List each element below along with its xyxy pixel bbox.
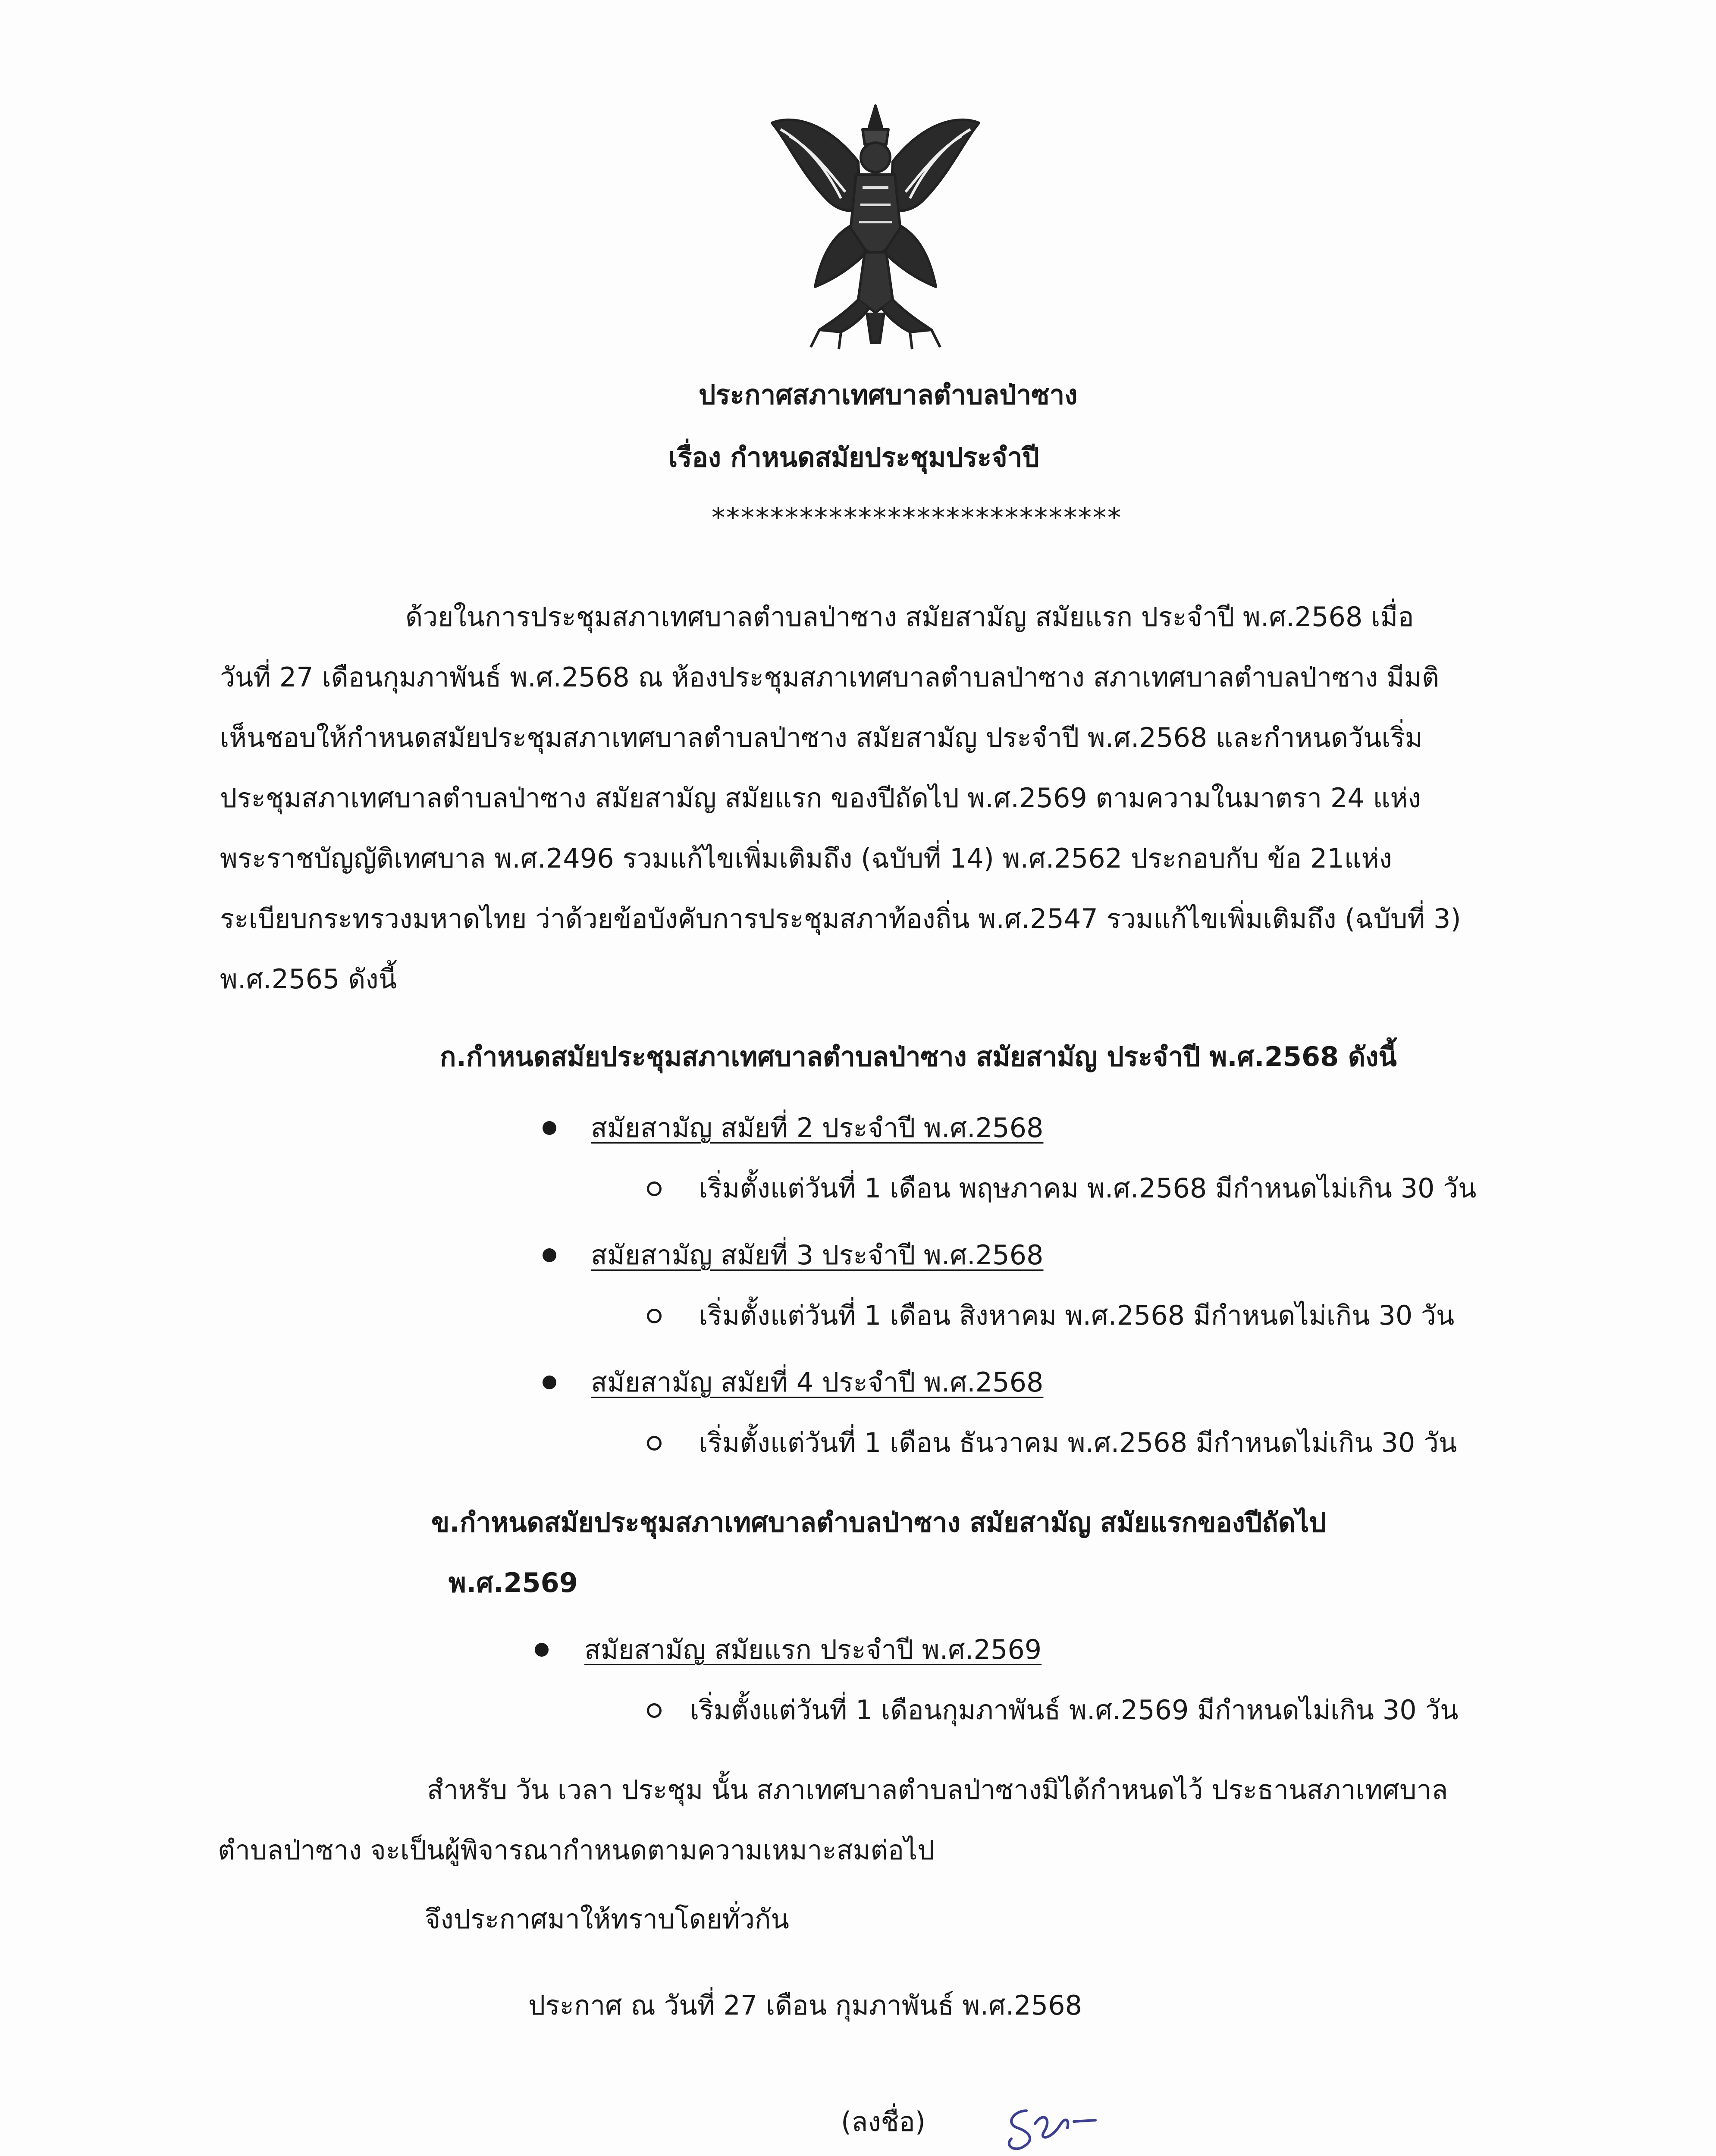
- session-detail: เริ่มตั้งแต่วันที่ 1 เดือน ธันวาคม พ.ศ.2568 มีกำหนดไม่เกิน 30 วัน: [699, 1427, 1457, 1458]
- session-title: สมัยสามัญ สมัยที่ 3 ประจำปี พ.ศ.2568: [591, 1239, 1044, 1271]
- body-line: พระราชบัญญัติเทศบาล พ.ศ.2496 รวมแก้ไขเพิ่มเติมถึง (ฉบับที่ 14) พ.ศ.2562 ประกอบกับ ข้อ 21แห่ง: [220, 843, 1392, 874]
- section-b-heading: ข.กำหนดสมัยประชุมสภาเทศบาลตำบลป่าซาง สมัยสามัญ สมัยแรกของปีถัดไป: [431, 1507, 1326, 1538]
- circle-bullet-icon: [647, 1436, 662, 1451]
- bullet-icon: [543, 1376, 556, 1389]
- section-b-heading-year: พ.ศ.2569: [449, 1567, 578, 1598]
- title-separator: ****************************: [712, 502, 1122, 533]
- body-line: ด้วยในการประชุมสภาเทศบาลตำบลป่าซาง สมัยสามัญ สมัยแรก ประจำปี พ.ศ.2568 เมื่อ: [405, 601, 1414, 633]
- section-a-heading: ก.กำหนดสมัยประชุมสภาเทศบาลตำบลป่าซาง สมัยสามัญ ประจำปี พ.ศ.2568 ดังนี้: [440, 1041, 1397, 1072]
- signature-icon: [996, 2093, 1126, 2156]
- circle-bullet-icon: [647, 1703, 662, 1718]
- session-title: สมัยสามัญ สมัยที่ 2 ประจำปี พ.ศ.2568: [591, 1112, 1044, 1144]
- announcement-title: ประกาศสภาเทศบาลตำบลป่าซาง: [699, 379, 1078, 411]
- session-title: สมัยสามัญ สมัยที่ 4 ประจำปี พ.ศ.2568: [591, 1366, 1044, 1398]
- announcement-subject: เรื่อง กำหนดสมัยประชุมประจำปี: [668, 442, 1039, 473]
- session-title: สมัยสามัญ สมัยแรก ประจำปี พ.ศ.2569: [584, 1634, 1042, 1665]
- bullet-icon: [543, 1121, 556, 1135]
- body-line: ประชุมสภาเทศบาลตำบลป่าซาง สมัยสามัญ สมัยแรก ของปีถัดไป พ.ศ.2569 ตามความในมาตรา 24 แห่ง: [220, 782, 1421, 814]
- announcement-date: ประกาศ ณ วันที่ 27 เดือน กุมภาพันธ์ พ.ศ.2568: [528, 1990, 1082, 2021]
- circle-bullet-icon: [647, 1181, 662, 1196]
- body-line: เห็นชอบให้กำหนดสมัยประชุมสภาเทศบาลตำบลป่าซาง สมัยสามัญ ประจำปี พ.ศ.2568 และกำหนดวันเริ่ม: [220, 722, 1423, 753]
- body-line: สำหรับ วัน เวลา ประชุม นั้น สภาเทศบาลตำบลป่าซางมิได้กำหนดไว้ ประธานสภาเทศบาล: [427, 1774, 1448, 1805]
- body-line: จึงประกาศมาให้ทราบโดยทั่วกัน: [425, 1903, 789, 1935]
- body-line: พ.ศ.2565 ดังนี้: [220, 963, 397, 995]
- sign-label: (ลงชื่อ): [841, 2106, 925, 2137]
- session-detail: เริ่มตั้งแต่วันที่ 1 เดือน พฤษภาคม พ.ศ.2568 มีกำหนดไม่เกิน 30 วัน: [699, 1172, 1477, 1204]
- circle-bullet-icon: [647, 1309, 662, 1323]
- body-line: วันที่ 27 เดือนกุมภาพันธ์ พ.ศ.2568 ณ ห้องประชุมสภาเทศบาลตำบลป่าซาง สภาเทศบาลตำบลป่าซาง มีมติ: [220, 661, 1440, 693]
- bullet-icon: [543, 1248, 556, 1262]
- garuda-emblem-icon: [763, 97, 988, 356]
- body-line: ตำบลป่าซาง จะเป็นผู้พิจารณากำหนดตามความเหมาะสมต่อไป: [218, 1834, 935, 1866]
- bullet-icon: [535, 1643, 549, 1657]
- body-line: ระเบียบกระทรวงมหาดไทย ว่าด้วยข้อบังคับการประชุมสภาท้องถิ่น พ.ศ.2547 รวมแก้ไขเพิ่มเติมถึง (ฉบับที่ 3): [220, 903, 1461, 934]
- session-detail: เริ่มตั้งแต่วันที่ 1 เดือน สิงหาคม พ.ศ.2568 มีกำหนดไม่เกิน 30 วัน: [699, 1300, 1455, 1331]
- session-detail: เริ่มตั้งแต่วันที่ 1 เดือนกุมภาพันธ์ พ.ศ.2569 มีกำหนดไม่เกิน 30 วัน: [690, 1694, 1459, 1726]
